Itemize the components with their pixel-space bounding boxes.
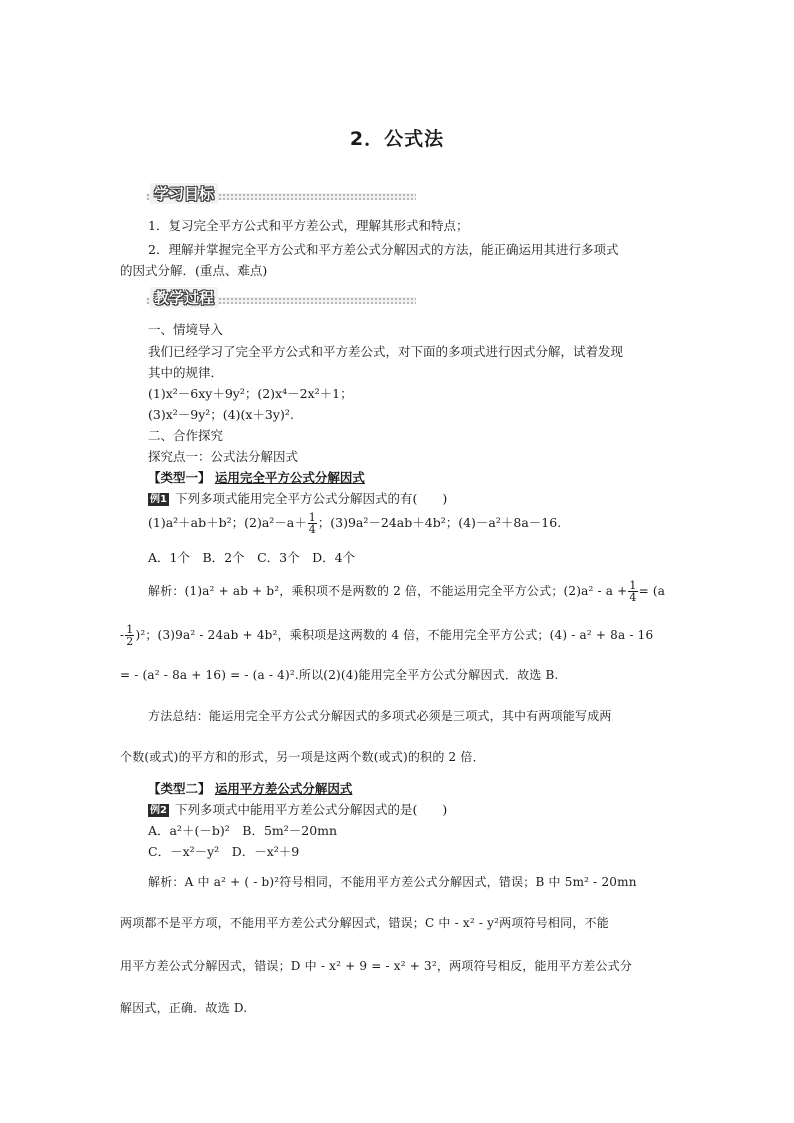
type2-bracket: 【类型二】 xyxy=(148,781,211,796)
type1-bracket: 【类型一】 xyxy=(148,470,211,485)
example1-items-b: ；(3)9a²－24ab＋4b²；(4)－a²＋8a－16. xyxy=(317,515,562,530)
example1-solution-line-2: - $\frac{1}{2}$ )²；(3)9a² - 24ab + 4b²，乘积项是这两数的 4 倍，不能用完全平方公式；(4) - a² + 8a - 16 xyxy=(120,623,654,648)
fraction-one-half: $\frac{1}{2}$ xyxy=(126,623,134,648)
example1-items xyxy=(148,512,561,535)
method-summary-line-1: 方法总结：能运用完全平方公式分解因式的多项式必须是三项式，其中有两项能写成两 xyxy=(148,709,612,723)
type2-heading xyxy=(148,779,352,797)
example-2-badge: 例2 xyxy=(150,805,167,816)
goal-item-2-line-1: 2．理解并掌握完全平方公式和平方差公式分解因式的方法，能正确运用其进行多项式 xyxy=(148,242,619,257)
intro-formulas-2: (3)x²－9y²；(4)(x＋3y)². xyxy=(148,407,294,422)
example2-solution-line-2: 两项都不是平方项，不能用平方差公式分解因式，错误；C 中 - x² - y²两项符号相同，不能 xyxy=(120,916,609,930)
intro-heading: 一、情境导入 xyxy=(148,322,224,337)
fraction-one-quarter: $\frac{1}{4}$ xyxy=(308,511,316,536)
type2-title: 运用平方差公式分解因式 xyxy=(214,781,353,796)
example1-options: A．1个 B．2个 C．3个 D．4个 xyxy=(148,550,356,565)
example2-solution-line-3: 用平方差公式分解因式，错误；D 中 - x² + 9 = - x² + 3²，两项符号相反，能用平方差公式分 xyxy=(120,959,633,973)
explore-heading: 二、合作探究 xyxy=(148,428,224,443)
example1-items-a: (1)a²＋ab＋b²；(2)a²－a＋ xyxy=(148,515,307,530)
example2-question-line xyxy=(148,800,447,818)
example2-solution-line-1: 解析：A 中 a² + ( - b)²符号相同，不能用平方差公式分解因式，错误；B 中 5m² - 20mn xyxy=(148,875,637,889)
example2-solution-line-4: 解因式，正确．故选 D. xyxy=(120,1001,248,1015)
method-summary-line-2: 个数(或式)的平方和的形式，另一项是这两个数(或式)的积的 2 倍． xyxy=(120,750,485,764)
section-heading-goals: 学习目标 xyxy=(150,183,218,204)
type1-title: 运用完全平方公式分解因式 xyxy=(214,470,365,485)
section-heading-process: 教学过程 xyxy=(150,287,218,308)
goal-item-1: 1．复习完全平方公式和平方差公式，理解其形式和特点； xyxy=(148,218,469,233)
example1-question: 下列多项式能用完全平方公式分解因式的有( ) xyxy=(174,491,448,506)
goal-item-2-line-2: 的因式分解．(重点、难点) xyxy=(120,263,268,278)
example1-solution-line-3: = - (a² - 8a + 16) = - (a - 4)².所以(2)(4)能用完全平方公式分解因式．故选 B. xyxy=(120,668,559,682)
example2-question: 下列多项式中能用平方差公式分解因式的是( ) xyxy=(174,802,448,817)
example2-options-cd: C．－x²－y² D．－x²＋9 xyxy=(148,844,300,859)
section-banner-goals xyxy=(146,183,416,205)
intro-paragraph-line-1: 我们已经学习了完全平方公式和平方差公式，对下面的多项式进行因式分解，试着发现 xyxy=(148,344,624,359)
section-banner-process xyxy=(146,287,416,309)
example-1-badge: 例1 xyxy=(150,494,167,505)
page-title: 2．公式法 xyxy=(349,128,445,150)
example1-question-line xyxy=(148,489,447,507)
example2-options-ab: A．a²＋(－b)² B．5m²－20mn xyxy=(148,823,338,838)
explore-point-1: 探究点一：公式法分解因式 xyxy=(148,449,299,464)
fraction-one-quarter: $\frac{1}{4}$ xyxy=(629,579,637,604)
example1-solution-line-1: 解析：(1)a² + ab + b²，乘积项不是两数的 2 倍，不能运用完全平方公式；(2)a² - a + $\frac{1}{4}$ = (a xyxy=(148,579,666,604)
type1-heading xyxy=(148,468,365,486)
intro-formulas-1: (1)x²－6xy＋9y²；(2)x⁴－2x²＋1； xyxy=(148,386,353,401)
intro-paragraph-line-2: 其中的规律． xyxy=(148,365,224,380)
